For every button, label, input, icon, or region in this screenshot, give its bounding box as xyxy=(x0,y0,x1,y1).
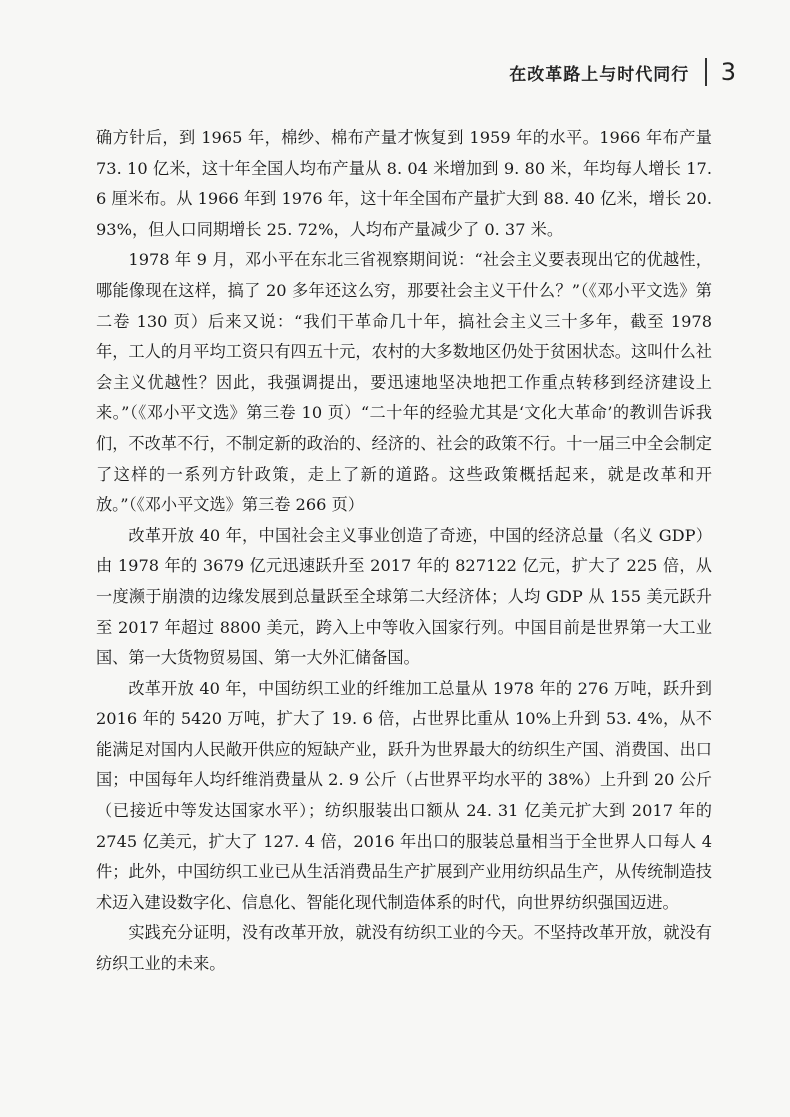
running-title: 在改革路上与时代同行 xyxy=(509,64,690,85)
paragraph: 改革开放 40 年，中国纺织工业的纤维加工总量从 1978 年的 276 万吨，跃升到 2016 年的 5420 万吨，扩大了 19. 6 倍，占世界比重从 10%上升到 53. 4%，从不能满足对国内人民敞开供应的短缺产业，跃升为世界最大的纺织生产国、消费国、出口国；中国每年人均纤维消费量从 2. 9 公斤（占世界平均水平的 38%）上升到 20 公斤（已接近中等发达国家水平）；纺织服装出口额从 24. 31 亿美元扩大到 2017 年的 2745 亿美元，扩大了 127. 4 倍，2016 年出口的服装总量相当于全世界人口每人 4 件；此外，中国纺织工业已从生活消费品生产扩展到产业用纺织品生产，从传统制造技术迈入建设数字化、信息化、智能化现代制造体系的时代，向世界纺织强国迈进。 xyxy=(96,678,712,912)
paragraph: 实践充分证明，没有改革开放，就没有纺织工业的今天。不坚持改革开放，就没有纺织工业的未来。 xyxy=(96,923,712,974)
paragraph: 1978 年 9 月，邓小平在东北三省视察期间说：“社会主义要表现出它的优越性，哪能像现在这样，搞了 20 多年还这么穷，那要社会主义干什么？”（《邓小平文选》第二卷 130 页）后来又说：“我们干革命几十年，搞社会主义三十多年，截至 1978 年，工人的月平均工资只有四五十元，农村的大多数地区仍处于贫困状态。这叫什么社会主义优越性？因此，我强调提出，要迅速地坚决地把工作重点转移到经济建设上来。”（《邓小平文选》第三卷 10 页）“二十年的经验尤其是‘文化大革命’的教训告诉我们，不改革不行，不制定新的政治的、经济的、社会的政策不行。十一届三中全会制定了这样的一系列方针政策，走上了新的道路。这些政策概括起来，就是改革和开放。”（《邓小平文选》第三卷 266 页） xyxy=(96,250,712,515)
body-text xyxy=(96,123,712,980)
page-header xyxy=(509,58,736,86)
page-number: 3 xyxy=(720,58,736,86)
paragraph: 改革开放 40 年，中国社会主义事业创造了奇迹，中国的经济总量（名义 GDP）由 1978 年的 3679 亿元迅速跃升至 2017 年的 827122 亿元，扩大了 225 倍，从一度濒于崩溃的边缘发展到总量跃至全球第二大经济体；人均 GDP 从 155 美元跃升至 2017 年超过 8800 美元，跨入上中等收入国家行列。中国目前是世界第一大工业国、第一大货物贸易国、第一大外汇储备国。 xyxy=(96,525,712,668)
paragraph-continued: 确方针后，到 1965 年，棉纱、棉布产量才恢复到 1959 年的水平。1966 年布产量 73. 10 亿米，这十年全国人均布产量从 8. 04 米增加到 9. 80 米，年均每人增长 17. 6 厘米布。从 1966 年到 1976 年，这十年全国布产量扩大到 88. 40 亿米，增长 20. 93%，但人口同期增长 25. 72%，人均布产量减少了 0. 37 米。 xyxy=(96,128,712,239)
header-divider xyxy=(705,58,707,86)
